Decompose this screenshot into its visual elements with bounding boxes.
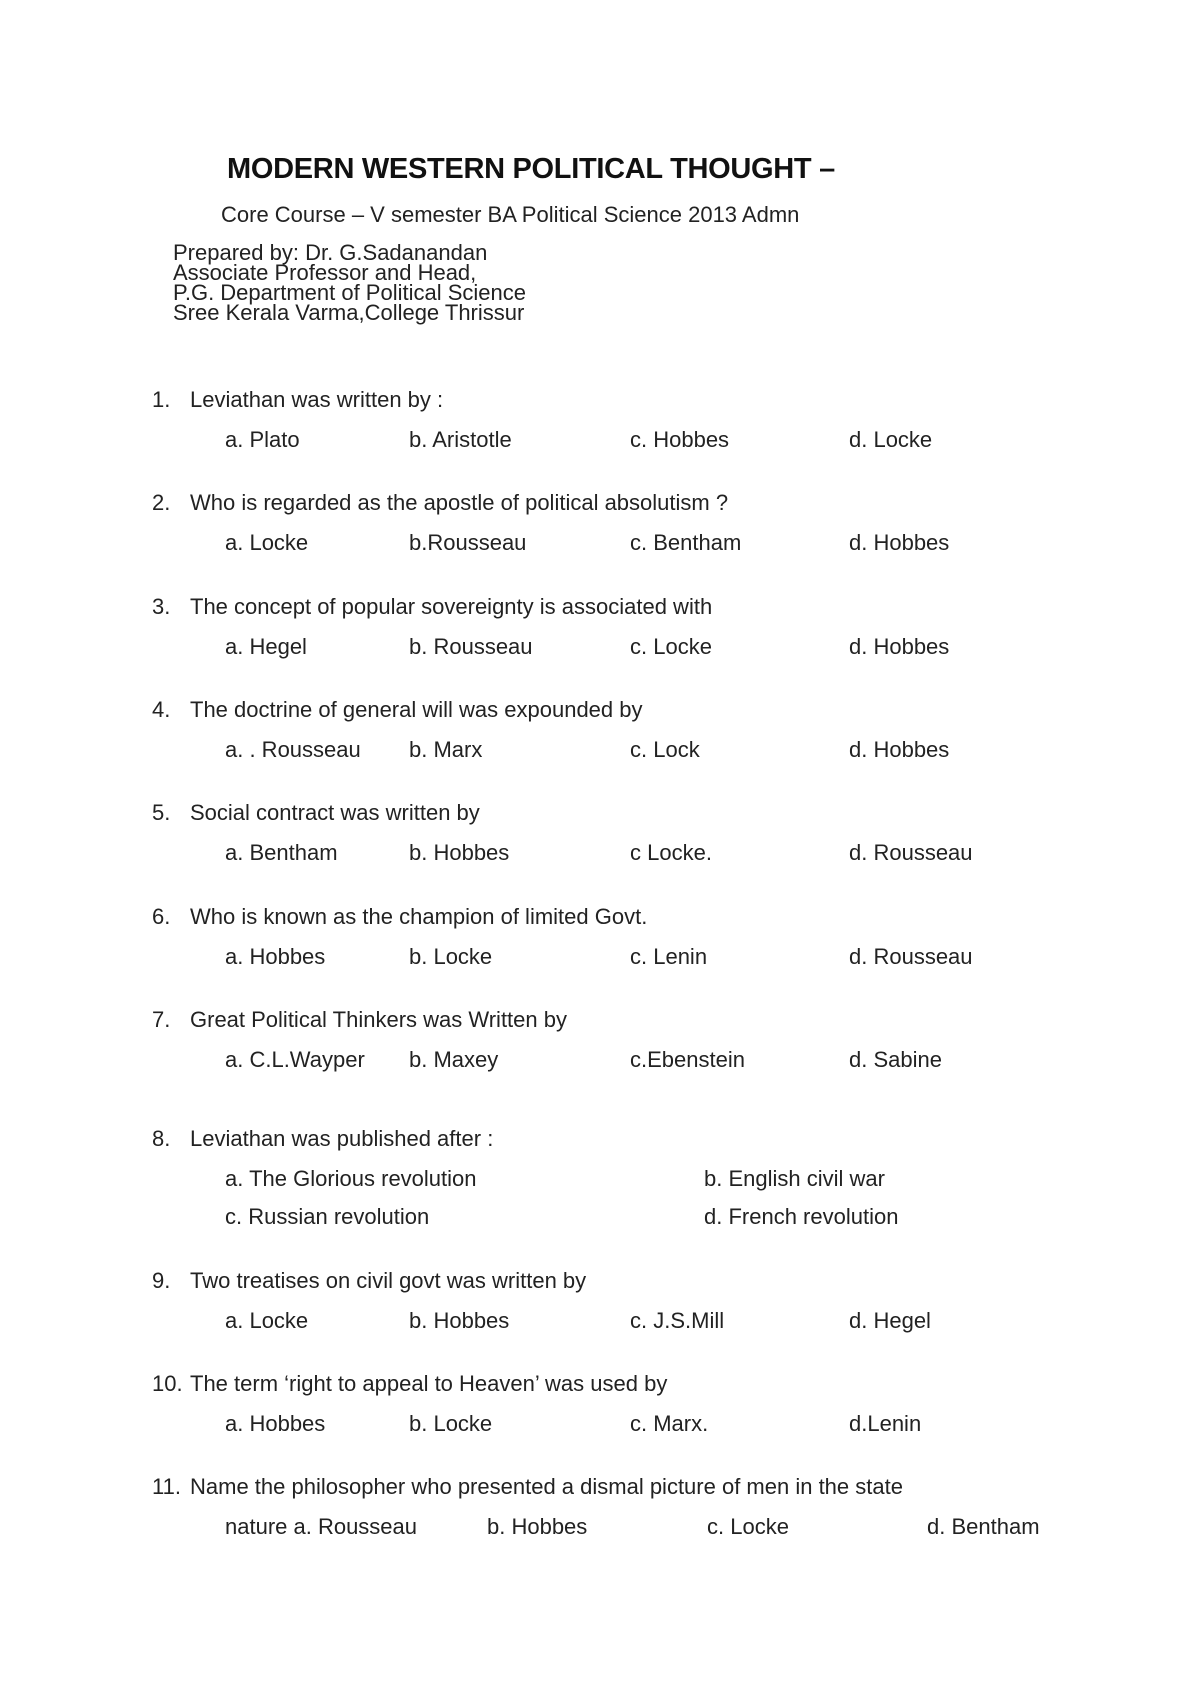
question-8 [152,1124,1112,1232]
question-text: Who is known as the champion of limited Govt. [190,904,648,929]
option-a: a. Plato [225,427,300,452]
option-b: b. Marx [409,737,483,762]
question-number: 5. [152,800,171,825]
question-10 [152,1369,1112,1439]
option-d: d. Hobbes [849,530,950,555]
question-number: 9. [152,1268,171,1293]
option-a: a. Locke [225,530,309,555]
option-b: b.Rousseau [409,530,527,555]
option-d: d. Hobbes [849,737,950,762]
question-2 [152,488,1112,558]
option-a: a. . Rousseau [225,737,361,762]
question-3 [152,592,1112,662]
option-c: c.Ebenstein [630,1047,745,1072]
option-a: a. The Glorious revolution [225,1166,477,1191]
author-college: Sree Kerala Varma,College Thrissur [173,300,525,325]
option-b: b. Hobbes [487,1514,588,1539]
option-d: d. Bentham [927,1514,1040,1539]
option-a: a. Locke [225,1308,309,1333]
question-text: Name the philosopher who presented a dismal picture of men in the state [190,1474,903,1499]
option-d: d.Lenin [849,1411,922,1436]
option-c: c. Lenin [630,944,708,969]
question-number: 7. [152,1007,171,1032]
option-b: b. Maxey [409,1047,499,1072]
question-number: 10. [152,1371,183,1396]
option-c: c. Locke [630,634,712,659]
document-subtitle: Core Course – V semester BA Political Science 2013 Admn [221,202,800,227]
prepared-by-block [173,240,526,325]
question-number: 6. [152,904,171,929]
question-6 [152,902,1112,972]
question-text: Social contract was written by [190,800,480,825]
option-b: b. English civil war [704,1166,885,1191]
option-a: a. Bentham [225,840,338,865]
question-text: Great Political Thinkers was Written by [190,1007,567,1032]
option-c: c. Russian revolution [225,1204,430,1229]
question-7 [152,1005,1112,1075]
question-4 [152,695,1112,765]
question-text: The term ‘right to appeal to Heaven’ was used by [190,1371,668,1396]
question-number: 11. [152,1474,181,1499]
option-b: b. Aristotle [409,427,512,452]
option-a: a. C.L.Wayper [225,1047,365,1072]
option-b: b. Rousseau [409,634,533,659]
option-c: c. J.S.Mill [630,1308,725,1333]
option-d: d. Rousseau [849,840,973,865]
option-d: d. Hobbes [849,634,950,659]
question-9 [152,1266,1112,1336]
question-number: 3. [152,594,171,619]
option-d: d. Sabine [849,1047,942,1072]
option-a: a. Hegel [225,634,307,659]
question-number: 2. [152,490,171,515]
option-d: d. Hegel [849,1308,931,1333]
question-text: Two treatises on civil govt was written by [190,1268,587,1293]
document-title: MODERN WESTERN POLITICAL THOUGHT – [227,153,835,185]
question-1 [152,385,1112,455]
author-department: P.G. Department of Political Science [173,280,526,305]
option-c: c. Marx. [630,1411,709,1436]
question-number: 1. [152,387,171,412]
prepared-by-line: Prepared by: Dr. G.Sadanandan [173,240,488,265]
option-b: b. Locke [409,1411,493,1436]
option-d: d. Locke [849,427,933,452]
option-c: c. Bentham [630,530,742,555]
option-c: c Locke. [630,840,712,865]
option-c: c. Locke [707,1514,789,1539]
question-text: Who is regarded as the apostle of political absolutism ? [190,490,729,515]
question-11 [152,1472,1112,1542]
option-c: c. Lock [630,737,700,762]
option-d: d. French revolution [704,1204,899,1229]
option-b: b. Hobbes [409,1308,510,1333]
question-text: Leviathan was written by : [190,387,444,412]
question-text: The concept of popular sovereignty is associated with [190,594,713,619]
author-designation: Associate Professor and Head, [173,260,477,285]
option-b: b. Locke [409,944,493,969]
question-text: The doctrine of general will was expounded by [190,697,643,722]
option-a: a. Hobbes [225,944,326,969]
question-text: Leviathan was published after : [190,1126,494,1151]
question-number: 8. [152,1126,171,1151]
option-c: c. Hobbes [630,427,730,452]
question-5 [152,798,1112,868]
option-a: a. Hobbes [225,1411,326,1436]
question-number: 4. [152,697,171,722]
option-a: nature a. Rousseau [225,1514,418,1539]
option-b: b. Hobbes [409,840,510,865]
option-d: d. Rousseau [849,944,973,969]
